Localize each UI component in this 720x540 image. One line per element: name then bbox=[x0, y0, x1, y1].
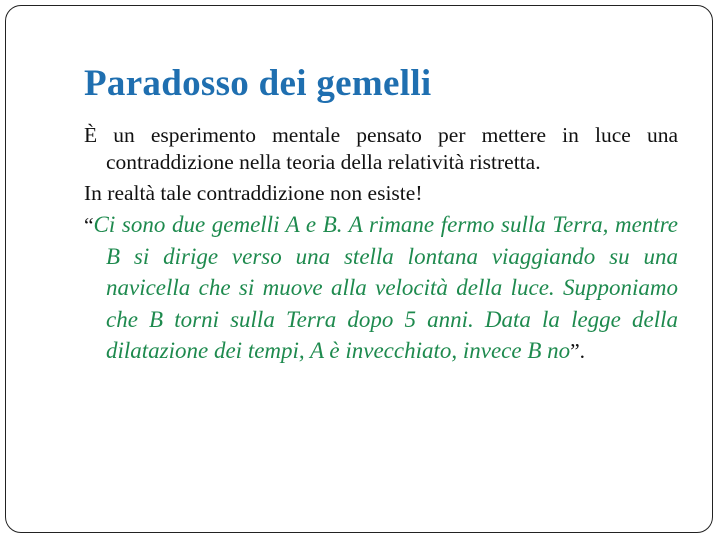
quote-open-mark: “ bbox=[84, 213, 94, 237]
quote-paragraph bbox=[84, 211, 678, 369]
paragraph-definition: È un esperimento mentale pensato per mettere in luce una contraddizione nella teoria della relatività ristretta. bbox=[84, 123, 678, 174]
slide-frame bbox=[5, 5, 713, 533]
slide-title: Paradosso dei gemelli bbox=[84, 63, 432, 104]
quote-text: Ci sono due gemelli A e B. A rimane fermo sulla Terra, mentre B si dirige verso una stella lontana viaggiando su una navicella che si muove alla velocità della luce. Supponiamo che B torni sulla Terra dopo 5 anni. Data la legge della dilatazione dei tempi, A è invecchiato, invece B no bbox=[93, 212, 678, 363]
quote-close-mark: ”. bbox=[570, 339, 586, 363]
paragraph-statement: In realtà tale contraddizione non esiste! bbox=[84, 181, 423, 205]
slide-body bbox=[84, 122, 678, 369]
